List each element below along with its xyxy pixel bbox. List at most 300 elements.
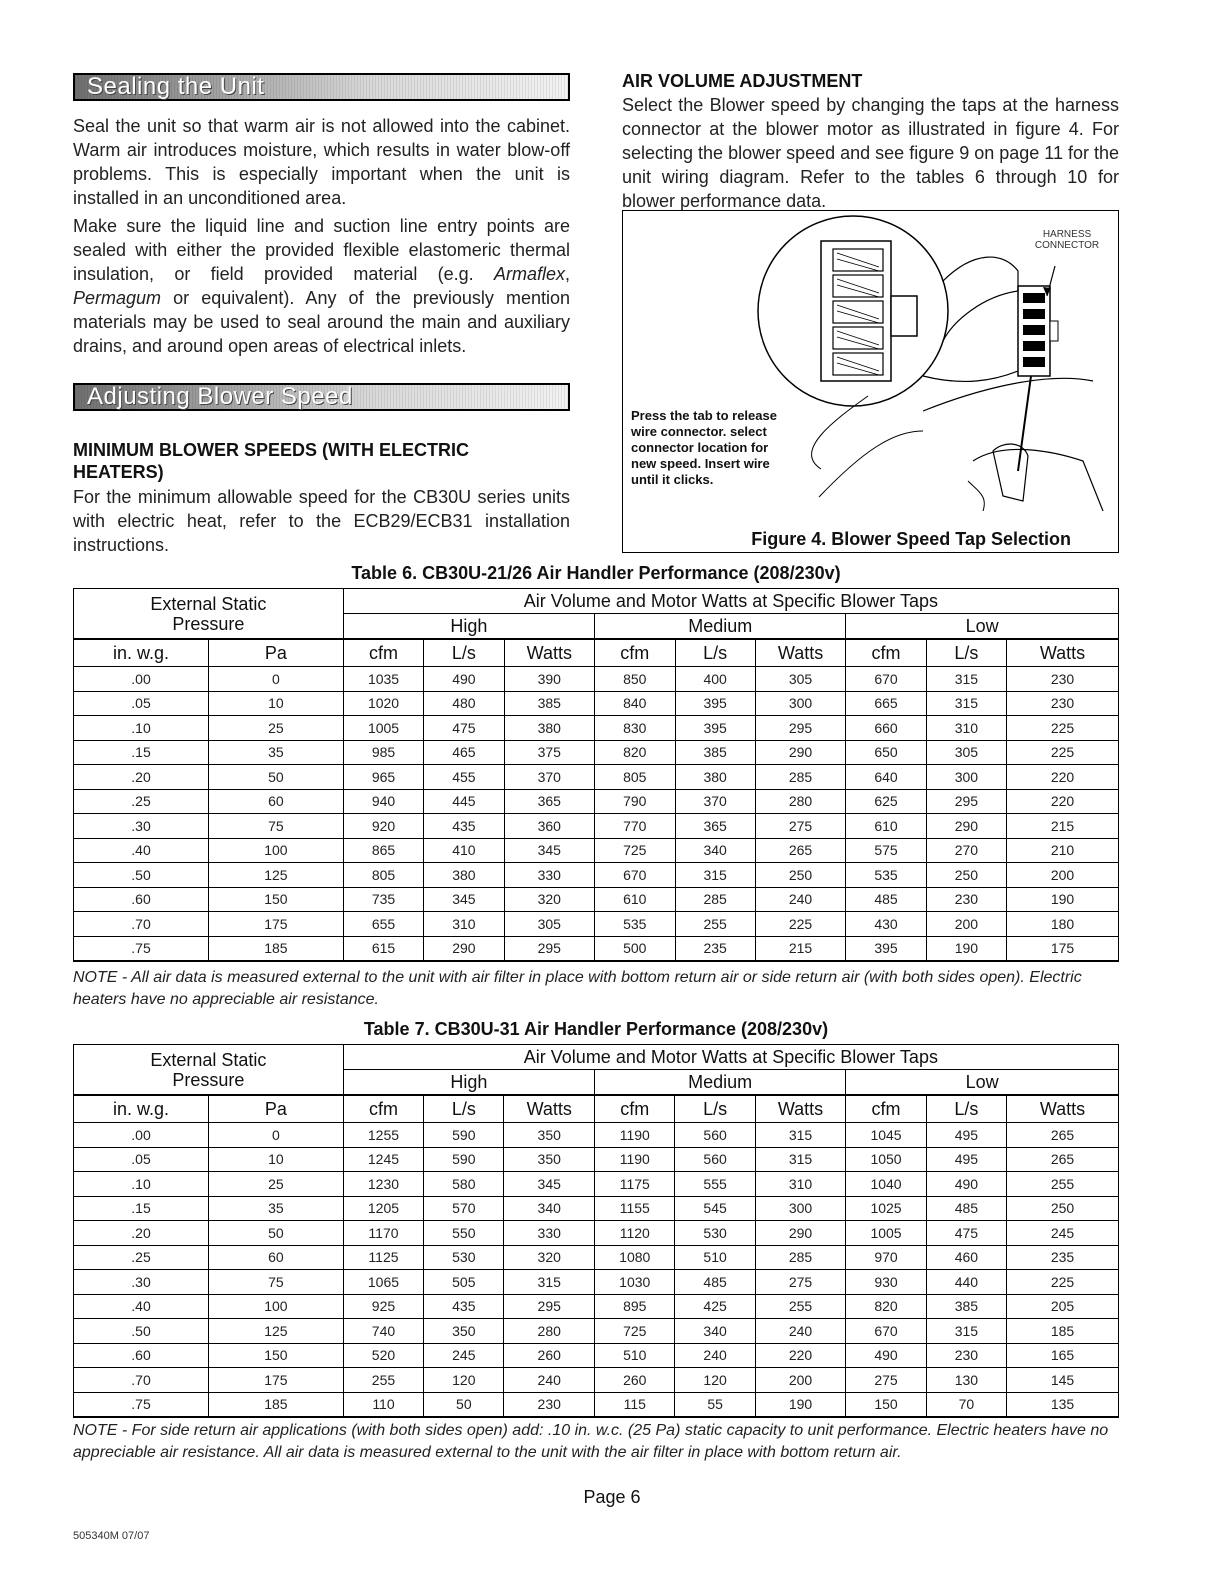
ext-static-label: External Static (150, 1049, 267, 1070)
table-cell: 395 (675, 691, 755, 716)
table-cell: 1205 (343, 1196, 423, 1221)
table-cell: .20 (74, 765, 209, 790)
table-cell: 50 (209, 1221, 344, 1246)
table-cell: 285 (675, 887, 755, 912)
instruction-line: wire connector. select (631, 424, 767, 439)
col-watts: Watts (504, 1095, 595, 1123)
table-cell: 740 (343, 1319, 423, 1344)
table-cell: 175 (209, 1368, 344, 1393)
low-header: Low (846, 1070, 1119, 1096)
table-cell: 610 (595, 887, 675, 912)
table-cell: 350 (424, 1319, 504, 1344)
table-cell: 120 (424, 1368, 504, 1393)
table-cell: 1230 (343, 1172, 423, 1197)
air-volume-heading: AIR VOLUME ADJUSTMENT (622, 71, 863, 91)
table-cell: .00 (74, 667, 209, 692)
table-cell: 1080 (595, 1245, 675, 1270)
table-cell: 305 (504, 912, 595, 937)
table-cell: 200 (1007, 863, 1119, 888)
high-header: High (343, 614, 594, 640)
table-cell: .00 (74, 1123, 209, 1148)
air-volume-text: Select the Blower speed by changing the taps at the harness connector at the blower motor as illustrated in figure 4. For selecting the blower speed and see figure 9 on page 11 for the unit wiring diagram. Refer to the tables 6 through 10 for blower performance data. (622, 95, 1120, 211)
table-cell: 115 (595, 1392, 675, 1417)
col-cfm: cfm (846, 639, 926, 667)
table-cell: 185 (209, 936, 344, 961)
table-cell: 395 (675, 716, 755, 741)
table-cell: 25 (209, 1172, 344, 1197)
armaflex-term: Armaflex (493, 264, 565, 284)
table-cell: 615 (343, 936, 423, 961)
table-cell: 290 (755, 1221, 846, 1246)
table-row (74, 1221, 1119, 1246)
table-cell: 315 (926, 1319, 1006, 1344)
table-cell: 400 (675, 667, 755, 692)
table-cell: 1255 (343, 1123, 423, 1148)
table-cell: 310 (926, 716, 1006, 741)
table-cell: 330 (504, 1221, 595, 1246)
table-cell: 370 (675, 789, 755, 814)
table-cell: 345 (504, 1172, 595, 1197)
table-cell: 530 (424, 1245, 504, 1270)
table-cell: 225 (1007, 716, 1119, 741)
table-cell: 230 (1007, 691, 1119, 716)
table-cell: 285 (755, 765, 846, 790)
table-cell: 230 (926, 887, 1006, 912)
table-row (74, 1392, 1119, 1417)
col-watts: Watts (504, 639, 595, 667)
table-cell: 1120 (595, 1221, 675, 1246)
table-cell: 300 (926, 765, 1006, 790)
table-row (74, 1343, 1119, 1368)
table-7 (73, 1044, 1119, 1418)
sealing-p2-end: or equivalent). Any of the previously mention materials may be used to seal around the main and auxiliary drains, and around open areas of electrical inlets. (73, 288, 570, 356)
table-cell: 665 (846, 691, 926, 716)
table-cell: 535 (846, 863, 926, 888)
table-cell: 145 (1007, 1368, 1119, 1393)
table-cell: 370 (504, 765, 595, 790)
col-ls: L/s (675, 639, 755, 667)
pressure-label: Pressure (172, 613, 245, 634)
table-cell: 380 (675, 765, 755, 790)
table-cell: 60 (209, 1245, 344, 1270)
table-cell: 200 (926, 912, 1006, 937)
table-cell: 1030 (595, 1270, 675, 1295)
table-row (74, 936, 1119, 961)
table-cell: 300 (755, 691, 846, 716)
table-cell: .70 (74, 912, 209, 937)
table-cell: 435 (424, 814, 504, 839)
table-row (74, 1294, 1119, 1319)
table-cell: 345 (424, 887, 504, 912)
figure-instruction (631, 408, 821, 488)
table-cell: 100 (209, 838, 344, 863)
table-cell: 550 (424, 1221, 504, 1246)
col-ls: L/s (675, 1095, 755, 1123)
table-cell: .25 (74, 1245, 209, 1270)
table-cell: 1190 (595, 1147, 675, 1172)
table-cell: 490 (926, 1172, 1006, 1197)
table-cell: 395 (846, 936, 926, 961)
table-cell: 260 (595, 1368, 675, 1393)
table-6 (73, 588, 1119, 962)
table-cell: 240 (755, 1319, 846, 1344)
table-cell: 110 (343, 1392, 423, 1417)
table-cell: 485 (846, 887, 926, 912)
table-cell: 940 (343, 789, 423, 814)
table-cell: .60 (74, 1343, 209, 1368)
table-cell: 510 (675, 1245, 755, 1270)
instruction-line: connector location for (631, 440, 769, 455)
table-7-title: Table 7. CB30U-31 Air Handler Performance (208/230v) (363, 1019, 829, 1039)
figure-4 (622, 210, 1119, 553)
table-row (74, 789, 1119, 814)
table-cell: 10 (209, 1147, 344, 1172)
table-cell: 925 (343, 1294, 423, 1319)
table-cell: 380 (504, 716, 595, 741)
col-cfm: cfm (595, 1095, 675, 1123)
table-cell: 300 (755, 1196, 846, 1221)
table-cell: 190 (926, 936, 1006, 961)
col-ls: L/s (424, 1095, 504, 1123)
table-cell: 375 (504, 740, 595, 765)
table-cell: 180 (1007, 912, 1119, 937)
table-cell: 210 (1007, 838, 1119, 863)
document-code: 505340M 07/07 (73, 1530, 150, 1542)
table-cell: 435 (424, 1294, 504, 1319)
table-row (74, 1147, 1119, 1172)
table-cell: 235 (675, 936, 755, 961)
table-row (74, 912, 1119, 937)
table-cell: 205 (1007, 1294, 1119, 1319)
table-cell: 670 (846, 1319, 926, 1344)
table-cell: 235 (1007, 1245, 1119, 1270)
table-cell: 430 (846, 912, 926, 937)
table-row (74, 1172, 1119, 1197)
harness-label-line: HARNESS (1042, 229, 1092, 240)
table-cell: 315 (926, 691, 1006, 716)
table-cell: 365 (504, 789, 595, 814)
table-cell: 215 (755, 936, 846, 961)
table-cell: 575 (846, 838, 926, 863)
table-cell: 265 (755, 838, 846, 863)
table-cell: 240 (504, 1368, 595, 1393)
table-cell: 590 (424, 1147, 504, 1172)
table-cell: 190 (1007, 887, 1119, 912)
table-cell: 590 (424, 1123, 504, 1148)
table-cell: 295 (504, 936, 595, 961)
table-cell: 295 (504, 1294, 595, 1319)
table-cell: 135 (1007, 1392, 1119, 1417)
table-cell: 100 (209, 1294, 344, 1319)
table-row (74, 1245, 1119, 1270)
table-row (74, 716, 1119, 741)
table-cell: 1050 (846, 1147, 926, 1172)
table-cell: 150 (209, 1343, 344, 1368)
table-cell: 545 (675, 1196, 755, 1221)
table-cell: 560 (675, 1123, 755, 1148)
table-cell: 455 (424, 765, 504, 790)
low-header: Low (846, 614, 1119, 640)
table-cell: 165 (1007, 1343, 1119, 1368)
table-cell: 510 (595, 1343, 675, 1368)
instruction-line: new speed. Insert wire (631, 456, 770, 471)
col-cfm: cfm (846, 1095, 926, 1123)
table-cell: 560 (675, 1147, 755, 1172)
table-cell: 130 (926, 1368, 1006, 1393)
table-row (74, 1368, 1119, 1393)
table-cell: .05 (74, 1147, 209, 1172)
table-cell: 650 (846, 740, 926, 765)
table-cell: 175 (1007, 936, 1119, 961)
table-cell: .05 (74, 691, 209, 716)
table-row (74, 1270, 1119, 1295)
table-row (74, 863, 1119, 888)
table-cell: 465 (424, 740, 504, 765)
table-cell: 245 (1007, 1221, 1119, 1246)
table-cell: 50 (209, 765, 344, 790)
table-cell: 340 (504, 1196, 595, 1221)
col-ls: L/s (424, 639, 504, 667)
table-cell: .50 (74, 1319, 209, 1344)
table-cell: 330 (504, 863, 595, 888)
table-cell: 820 (846, 1294, 926, 1319)
table-cell: 10 (209, 691, 344, 716)
table-cell: 75 (209, 1270, 344, 1295)
table-cell: 1025 (846, 1196, 926, 1221)
table-cell: .10 (74, 716, 209, 741)
table-cell: 1125 (343, 1245, 423, 1270)
table-cell: 1190 (595, 1123, 675, 1148)
table-cell: 1045 (846, 1123, 926, 1148)
pressure-label: Pressure (172, 1069, 245, 1090)
table-cell: 230 (1007, 667, 1119, 692)
table-cell: 1170 (343, 1221, 423, 1246)
table-cell: 970 (846, 1245, 926, 1270)
table-cell: 1035 (343, 667, 423, 692)
table-cell: 505 (424, 1270, 504, 1295)
table-cell: .30 (74, 1270, 209, 1295)
section-banner-blower: Adjusting Blower Speed (73, 383, 570, 411)
table-cell: 920 (343, 814, 423, 839)
table-cell: 255 (343, 1368, 423, 1393)
table-cell: 475 (926, 1221, 1006, 1246)
table-cell: 735 (343, 887, 423, 912)
table-cell: 150 (209, 887, 344, 912)
table-cell: 345 (504, 838, 595, 863)
table-cell: 315 (926, 667, 1006, 692)
table-cell: 50 (424, 1392, 504, 1417)
medium-header: Medium (595, 1070, 846, 1096)
min-blower-text: For the minimum allowable speed for the CB30U series units with electric heat, refer to the ECB29/ECB31 installation instructions. (73, 487, 570, 555)
table-row (74, 1123, 1119, 1148)
table-cell: 1175 (595, 1172, 675, 1197)
table-cell: 0 (209, 1123, 344, 1148)
table-row (74, 814, 1119, 839)
col-watts: Watts (1007, 639, 1119, 667)
table-cell: 965 (343, 765, 423, 790)
table-cell: 230 (504, 1392, 595, 1417)
table-cell: 275 (755, 1270, 846, 1295)
table-cell: 365 (675, 814, 755, 839)
table-cell: 360 (504, 814, 595, 839)
col-ls: L/s (926, 639, 1006, 667)
connector-label-line: CONNECTOR (1034, 240, 1100, 251)
table-cell: 660 (846, 716, 926, 741)
table-cell: 390 (504, 667, 595, 692)
table-cell: 495 (926, 1147, 1006, 1172)
table-cell: 385 (504, 691, 595, 716)
table-row (74, 765, 1119, 790)
table-cell: 240 (755, 887, 846, 912)
table-cell: 805 (595, 765, 675, 790)
table-cell: 190 (755, 1392, 846, 1417)
table-cell: 315 (675, 863, 755, 888)
table-row (74, 838, 1119, 863)
table-cell: .15 (74, 1196, 209, 1221)
table-cell: 250 (926, 863, 1006, 888)
table-cell: 285 (755, 1245, 846, 1270)
col-watts: Watts (755, 639, 846, 667)
table-cell: 0 (209, 667, 344, 692)
table-row (74, 1196, 1119, 1221)
col-pa: Pa (209, 1095, 344, 1123)
table-cell: .60 (74, 887, 209, 912)
table-cell: .70 (74, 1368, 209, 1393)
table-cell: .25 (74, 789, 209, 814)
table-cell: 500 (595, 936, 675, 961)
table-cell: .20 (74, 1221, 209, 1246)
table-cell: 490 (424, 667, 504, 692)
table-cell: 265 (1007, 1123, 1119, 1148)
table-cell: .30 (74, 814, 209, 839)
table-cell: 985 (343, 740, 423, 765)
table-cell: 440 (926, 1270, 1006, 1295)
air-volume-header: Air Volume and Motor Watts at Specific Blower Taps (343, 1045, 1118, 1070)
table-cell: 820 (595, 740, 675, 765)
table-cell: 485 (675, 1270, 755, 1295)
table-cell: .50 (74, 863, 209, 888)
col-cfm: cfm (595, 639, 675, 667)
table-cell: 1065 (343, 1270, 423, 1295)
col-cfm: cfm (343, 639, 423, 667)
table-cell: 60 (209, 789, 344, 814)
table-cell: 255 (755, 1294, 846, 1319)
col-watts: Watts (1007, 1095, 1119, 1123)
table-cell: 840 (595, 691, 675, 716)
table-cell: 295 (926, 789, 1006, 814)
col-in-wg: in. w.g. (74, 639, 209, 667)
table-cell: 280 (755, 789, 846, 814)
table-cell: 240 (675, 1343, 755, 1368)
table-cell: 320 (504, 887, 595, 912)
col-pa: Pa (209, 639, 344, 667)
page-number: Page 6 (583, 1487, 641, 1507)
table-cell: 55 (675, 1392, 755, 1417)
col-cfm: cfm (343, 1095, 423, 1123)
table-cell: 830 (595, 716, 675, 741)
high-header: High (343, 1070, 594, 1096)
table-cell: 410 (424, 838, 504, 863)
table-cell: 260 (504, 1343, 595, 1368)
table-cell: 1005 (846, 1221, 926, 1246)
table-row (74, 691, 1119, 716)
min-blower-heading: MINIMUM BLOWER SPEEDS (WITH ELECTRIC HEATERS) (73, 440, 469, 482)
table-cell: 290 (755, 740, 846, 765)
table-cell: 185 (209, 1392, 344, 1417)
table-cell: 150 (846, 1392, 926, 1417)
table-cell: 570 (424, 1196, 504, 1221)
table-cell: 290 (424, 936, 504, 961)
table-cell: 865 (343, 838, 423, 863)
table-cell: 265 (1007, 1147, 1119, 1172)
table-cell: 125 (209, 1319, 344, 1344)
figure-4-caption: Figure 4. Blower Speed Tap Selection (751, 529, 1071, 549)
table-cell: 805 (343, 863, 423, 888)
table-cell: 175 (209, 912, 344, 937)
table-cell: .15 (74, 740, 209, 765)
table-cell: 555 (675, 1172, 755, 1197)
ext-static-header (74, 1045, 344, 1096)
table-cell: 315 (504, 1270, 595, 1295)
table-cell: 725 (595, 1319, 675, 1344)
table-cell: 1005 (343, 716, 423, 741)
table-cell: 670 (595, 863, 675, 888)
table-cell: 1020 (343, 691, 423, 716)
sealing-p2-comma: , (564, 264, 570, 284)
table-cell: 250 (1007, 1196, 1119, 1221)
table-cell: 35 (209, 1196, 344, 1221)
table-cell: 310 (424, 912, 504, 937)
table-cell: 425 (675, 1294, 755, 1319)
table-cell: 475 (424, 716, 504, 741)
ext-static-label: External Static (150, 593, 267, 614)
table-cell: 200 (755, 1368, 846, 1393)
table-cell: 220 (755, 1343, 846, 1368)
table-cell: 185 (1007, 1319, 1119, 1344)
medium-header: Medium (595, 614, 846, 640)
table-cell: 445 (424, 789, 504, 814)
permagum-term: Permagum (73, 288, 162, 308)
table-7-note: NOTE - For side return air applications (with both sides open) add: .10 in. w.c. (25 Pa) static capacity to unit performance. Electric heaters have no appreciable air resistance. All air data is measured external to the unit with the air filter in place with bottom return air. (73, 1422, 1109, 1461)
table-cell: 460 (926, 1245, 1006, 1270)
table-cell: 385 (675, 740, 755, 765)
table-cell: 340 (675, 1319, 755, 1344)
table-cell: .75 (74, 1392, 209, 1417)
col-watts: Watts (755, 1095, 846, 1123)
table-cell: 640 (846, 765, 926, 790)
table-cell: 930 (846, 1270, 926, 1295)
table-cell: 320 (504, 1245, 595, 1270)
table-cell: 215 (1007, 814, 1119, 839)
table-cell: 70 (926, 1392, 1006, 1417)
table-6-title: Table 6. CB30U-21/26 Air Handler Performance (208/230v) (351, 563, 841, 583)
table-row (74, 1319, 1119, 1344)
table-cell: 1040 (846, 1172, 926, 1197)
table-cell: 655 (343, 912, 423, 937)
col-in-wg: in. w.g. (74, 1095, 209, 1123)
sealing-paragraph-2 (73, 214, 570, 358)
table-cell: 120 (675, 1368, 755, 1393)
ext-static-header (74, 589, 344, 640)
table-cell: 305 (755, 667, 846, 692)
table-cell: 35 (209, 740, 344, 765)
table-cell: 255 (675, 912, 755, 937)
table-cell: 1245 (343, 1147, 423, 1172)
table-cell: 290 (926, 814, 1006, 839)
table-cell: 480 (424, 691, 504, 716)
sealing-paragraph-1: Seal the unit so that warm air is not allowed into the cabinet. Warm air introduces moisture, which results in water blow-off problems. This is especially important when the unit is installed in an unconditioned area. (73, 116, 570, 208)
table-cell: 670 (846, 667, 926, 692)
